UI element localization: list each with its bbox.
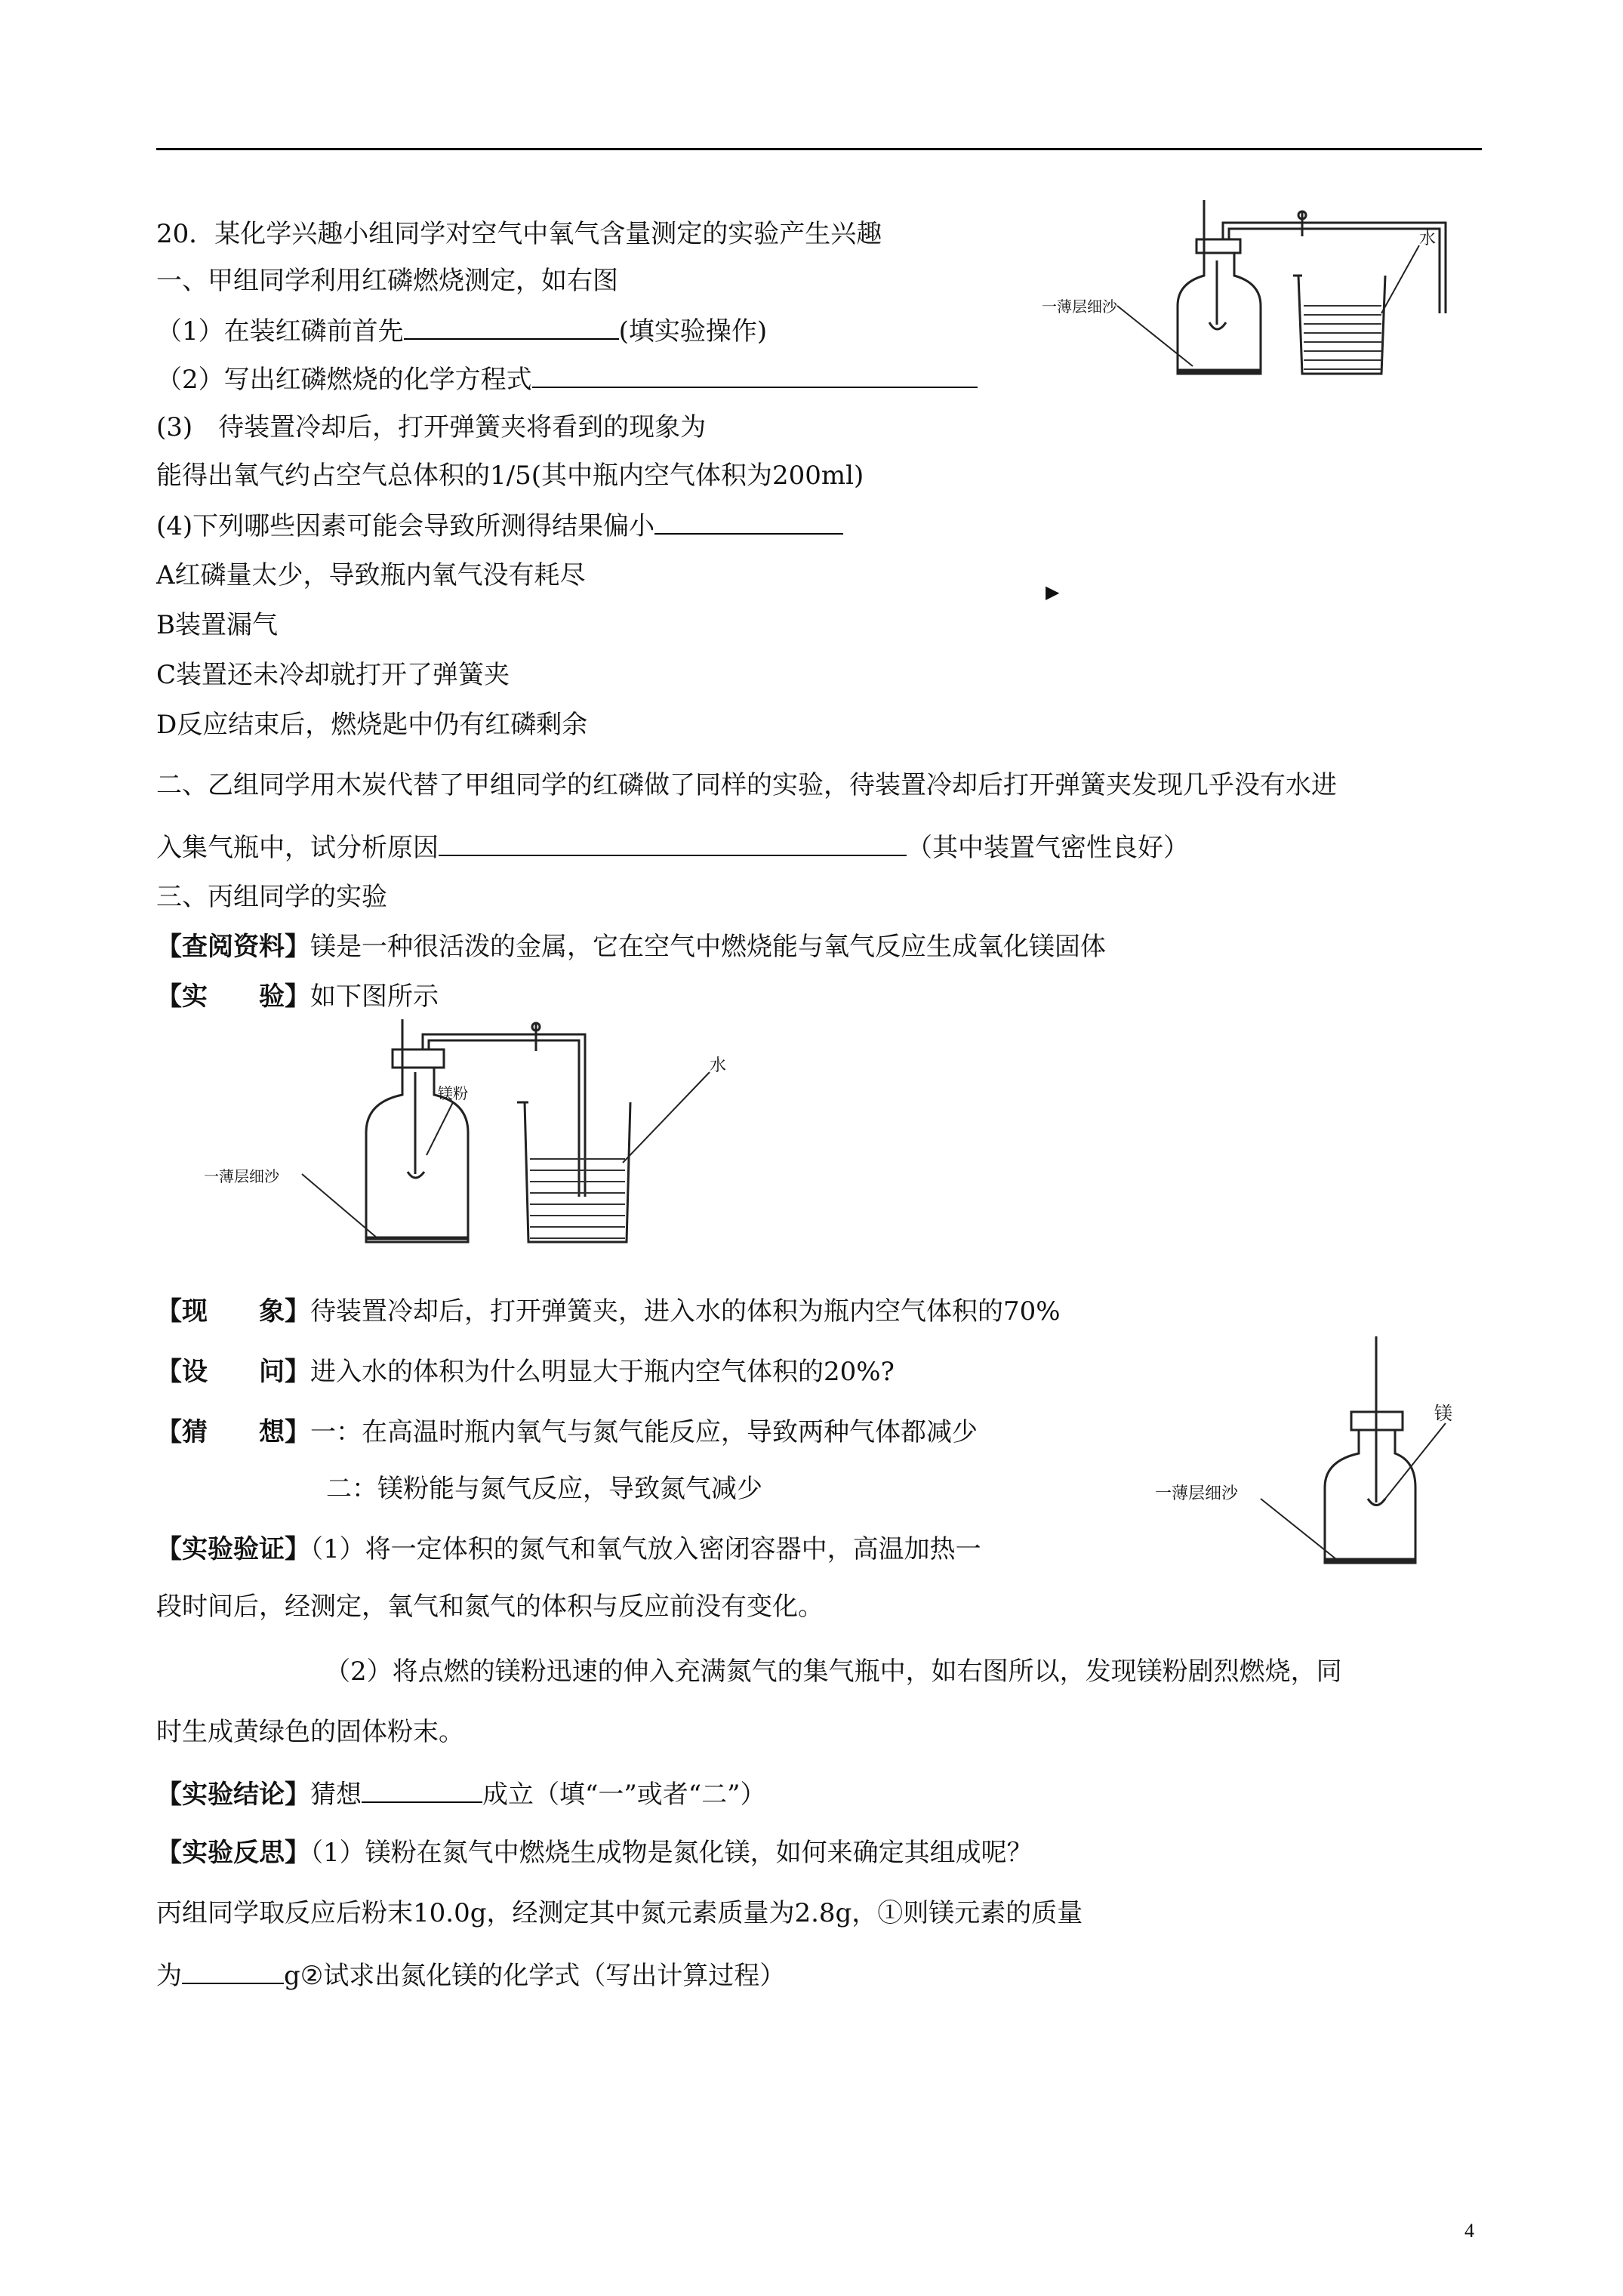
fig2-water-label: 水 <box>710 1056 727 1075</box>
q1-suffix: (填实验操作) <box>618 316 768 347</box>
q4-answer-blank[interactable] <box>654 507 843 535</box>
part1-q1 <box>156 313 767 348</box>
header-rule <box>156 148 1482 150</box>
info-row <box>156 930 1106 963</box>
conclusion-row <box>156 1776 766 1811</box>
reflection-row <box>156 1836 1033 1869</box>
phenomenon-label: 【现 象】 <box>156 1296 310 1327</box>
figure-magnesium-apparatus <box>204 1012 762 1253</box>
phenomenon-row <box>156 1295 1061 1328</box>
verification-label: 【实验验证】 <box>156 1534 310 1564</box>
arrow-marker-icon: ▶ <box>1046 581 1060 603</box>
figure-red-phosphorus-apparatus <box>1042 193 1464 389</box>
hypothesis-label: 【猜 想】 <box>156 1417 310 1447</box>
fig3-sand-label: 一薄层细沙 <box>1155 1484 1239 1503</box>
question-row <box>156 1355 895 1388</box>
calc-suffix: g②试求出氮化镁的化学式（写出计算过程） <box>284 1961 786 1991</box>
reflection-label: 【实验反思】 <box>156 1838 310 1868</box>
experiment-text: 如下图所示 <box>310 982 439 1012</box>
q4-prefix: (4)下列哪些因素可能会导致所测得结果偏小 <box>156 511 655 541</box>
figure-magnesium-nitrogen-bottle <box>1155 1329 1457 1578</box>
part3-heading: 三、丙组同学的实验 <box>156 882 387 912</box>
conclusion-label: 【实验结论】 <box>156 1780 310 1810</box>
option-a: A红磷量太少，导致瓶内氧气没有耗尽 <box>156 560 586 590</box>
verification-row <box>156 1533 981 1566</box>
calculation-row <box>156 1957 785 1992</box>
hypothesis-one: 一：在高温时瓶内氧气与氮气能反应，导致两种气体都减少 <box>310 1417 978 1447</box>
fig1-water-label: 水 <box>1419 230 1437 248</box>
part1-q3-line2: 能得出氧气约占空气总体积的1/5(其中瓶内空气体积为200ml) <box>156 461 864 491</box>
fig1-sand-label: 一薄层细沙 <box>1042 297 1117 316</box>
conclusion-prefix: 猜想 <box>310 1780 362 1810</box>
question-text: 进入水的体积为什么明显大于瓶内空气体积的20%? <box>310 1357 895 1387</box>
experiment-row <box>156 980 439 1013</box>
fig2-sand-label: 一薄层细沙 <box>204 1167 279 1185</box>
verification-1b: 段时间后，经测定，氧气和氮气的体积与反应前没有变化。 <box>156 1592 824 1622</box>
part2-prefix: 入集气瓶中，试分析原因 <box>156 833 439 863</box>
q2-answer-blank[interactable] <box>532 361 978 388</box>
part1-q2 <box>156 361 978 396</box>
experiment-label: 【实 验】 <box>156 982 310 1012</box>
fig3-mg-label: 镁 <box>1434 1403 1452 1424</box>
q2-prefix: （2）写出红磷燃烧的化学方程式 <box>156 365 532 395</box>
info-text: 镁是一种很活泼的金属，它在空气中燃烧能与氧气反应生成氧化镁固体 <box>310 932 1106 962</box>
q1-prefix: （1）在装红磷前首先 <box>156 316 404 347</box>
mg-mass-answer-blank[interactable] <box>182 1957 284 1984</box>
question-title: 20．某化学兴趣小组同学对空气中氧气含量测定的实验产生兴趣 <box>156 219 882 249</box>
hypothesis-row <box>156 1416 978 1449</box>
calc-prefix: 为 <box>156 1961 182 1991</box>
option-c: C装置还未冷却就打开了弹簧夹 <box>156 660 510 690</box>
phenomenon-text: 待装置冷却后，打开弹簧夹，进入水的体积为瓶内空气体积的70% <box>310 1296 1061 1327</box>
q1-answer-blank[interactable] <box>404 313 619 340</box>
info-label: 【查阅资料】 <box>156 932 310 962</box>
option-b: B装置漏气 <box>156 610 278 640</box>
reflection-text: （1）镁粉在氮气中燃烧生成物是氮化镁，如何来确定其组成呢？ <box>310 1838 1033 1868</box>
verification-1a: （1）将一定体积的氮气和氧气放入密闭容器中，高温加热一 <box>310 1534 981 1564</box>
verification-2b: 时生成黄绿色的固体粉末。 <box>156 1717 464 1747</box>
verification-2a: （2）将点燃的镁粉迅速的伸入充满氮气的集气瓶中，如右图所以，发现镁粉剧烈燃烧，同 <box>325 1657 1342 1687</box>
part2-suffix: （其中装置气密性良好） <box>907 833 1189 863</box>
part2-line2 <box>156 829 1189 864</box>
page-number: 4 <box>1464 2220 1474 2242</box>
part1-q3-line1: (3) 待装置冷却后，打开弹簧夹将看到的现象为 <box>156 412 707 442</box>
conclusion-suffix: 成立（填“一”或者“二”） <box>482 1780 766 1810</box>
fig2-mg-label: 镁粉 <box>438 1084 468 1102</box>
hypothesis-two: 二：镁粉能与氮气反应，导致氮气减少 <box>326 1474 762 1504</box>
calculation-line: 丙组同学取反应后粉末10.0g，经测定其中氮元素质量为2.8g，①则镁元素的质量 <box>156 1898 1083 1928</box>
part1-heading: 一、甲组同学利用红磷燃烧测定，如右图 <box>156 266 618 296</box>
part2-answer-blank[interactable] <box>439 829 907 856</box>
part2-line1: 二、乙组同学用木炭代替了甲组同学的红磷做了同样的实验，待装置冷却后打开弹簧夹发现几乎没有水进 <box>156 770 1337 800</box>
option-d: D反应结束后，燃烧匙中仍有红磷剩余 <box>156 710 588 740</box>
conclusion-answer-blank[interactable] <box>362 1776 482 1803</box>
question-label: 【设 问】 <box>156 1357 310 1387</box>
part1-q4 <box>156 507 843 543</box>
